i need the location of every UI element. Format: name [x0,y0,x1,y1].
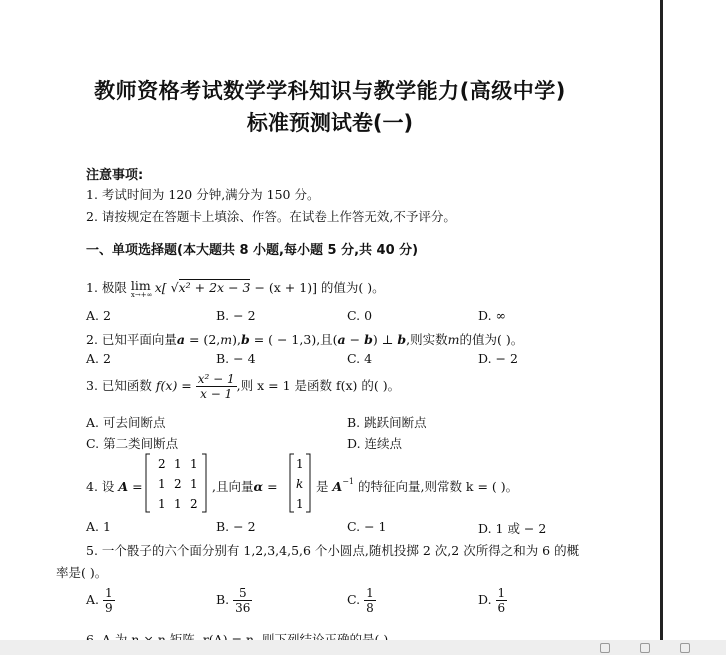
q5-option-d: D. $\frac{1}{6}$ [478,586,506,615]
exam-title: 教师资格考试数学学科知识与教学能力(高级中学) [94,79,566,103]
matrix-cell: 2 [190,497,198,511]
q3-option-a: A. 可去间断点 [86,415,166,430]
notes-item-2: 2. 请按规定在答题卡上填涂、作答。在试卷上作答无效,不予评分。 [86,209,456,224]
q4-option-d: D. 1 或 − 2 [478,521,547,536]
viewer-bottom-bar [0,640,726,655]
question-5-line-2: 率是( )。 [56,565,108,580]
matrix-cell: 2 [174,477,182,491]
vector-cell: 1 [296,457,304,471]
question-3: 3. 已知函数 f(x) = $\frac{\text{x² − 1}}{x - 1}$ ,则 x = 1 是函数 f(x) 的( )。 [86,372,401,401]
q4-option-a: A. 1 [86,519,111,534]
q1-option-c: C. 0 [347,308,373,323]
q4-option-c: C. − 1 [347,519,387,534]
page-edge-rule [660,0,663,655]
q5-option-a: A. $\frac{1}{9}$ [86,586,113,615]
q3-option-c: C. 第二类间断点 [86,436,179,451]
question-4-tail: 是 $A^{-1}$ 的特征向量,则常数 k = ( )。 [316,477,519,494]
matrix-cell: 1 [158,497,166,511]
matrix-cell: 2 [158,457,166,471]
question-4-lead: 4. 设 A = [86,479,143,494]
matrix-cell: 1 [158,477,166,491]
matrix-a [144,452,208,514]
q3-option-d: D. 连续点 [347,436,403,451]
matrix-cell: 1 [190,457,198,471]
q2-option-c: C. 4 [347,351,373,366]
q2-option-d: D. − 2 [478,351,518,366]
matrix-cell: 1 [190,477,198,491]
q5-option-b: B. $\frac{5}{36}$ [216,586,251,615]
q3-option-b: B. 跳跃间断点 [347,415,427,430]
viewer-icon[interactable] [680,643,690,653]
q5-option-c: C. $\frac{1}{8}$ [347,586,374,615]
notes-heading: 注意事项: [86,168,144,183]
matrix-cell: 1 [174,497,182,511]
exam-subtitle: 标准预测试卷(一) [246,111,414,135]
matrix-cell: 1 [174,457,182,471]
question-1: 1. 极限 lim x→+∞ x[ √x² + 2x − 3 − (x + 1)] 的值为( )。 [86,278,385,299]
question-4-mid: ,且向量α = [212,479,278,494]
vector-cell: k [296,477,304,491]
vector-alpha [288,452,312,514]
q4-option-b: B. − 2 [216,519,256,534]
vector-cell: 1 [296,497,304,511]
viewer-icon[interactable] [640,643,650,653]
question-2: 2. 已知平面向量a = (2,m),b = ( − 1,3),且(a − b) ⊥ b,则实数m的值为( )。 [86,332,524,347]
q2-option-a: A. 2 [86,351,111,366]
q1-option-d: D. ∞ [478,308,506,323]
notes-item-1: 1. 考试时间为 120 分钟,满分为 150 分。 [86,187,320,202]
q2-option-b: B. − 4 [216,351,256,366]
q1-option-b: B. − 2 [216,308,256,323]
q1-option-a: A. 2 [86,308,111,323]
section-heading: 一、单项选择题(本大题共 8 小题,每小题 5 分,共 40 分) [86,243,419,258]
question-5-line-1: 5. 一个骰子的六个面分别有 1,2,3,4,5,6 个小圆点,随机投掷 2 次,2 次所得之和为 6 的概 [86,543,580,558]
viewer-icon[interactable] [600,643,610,653]
